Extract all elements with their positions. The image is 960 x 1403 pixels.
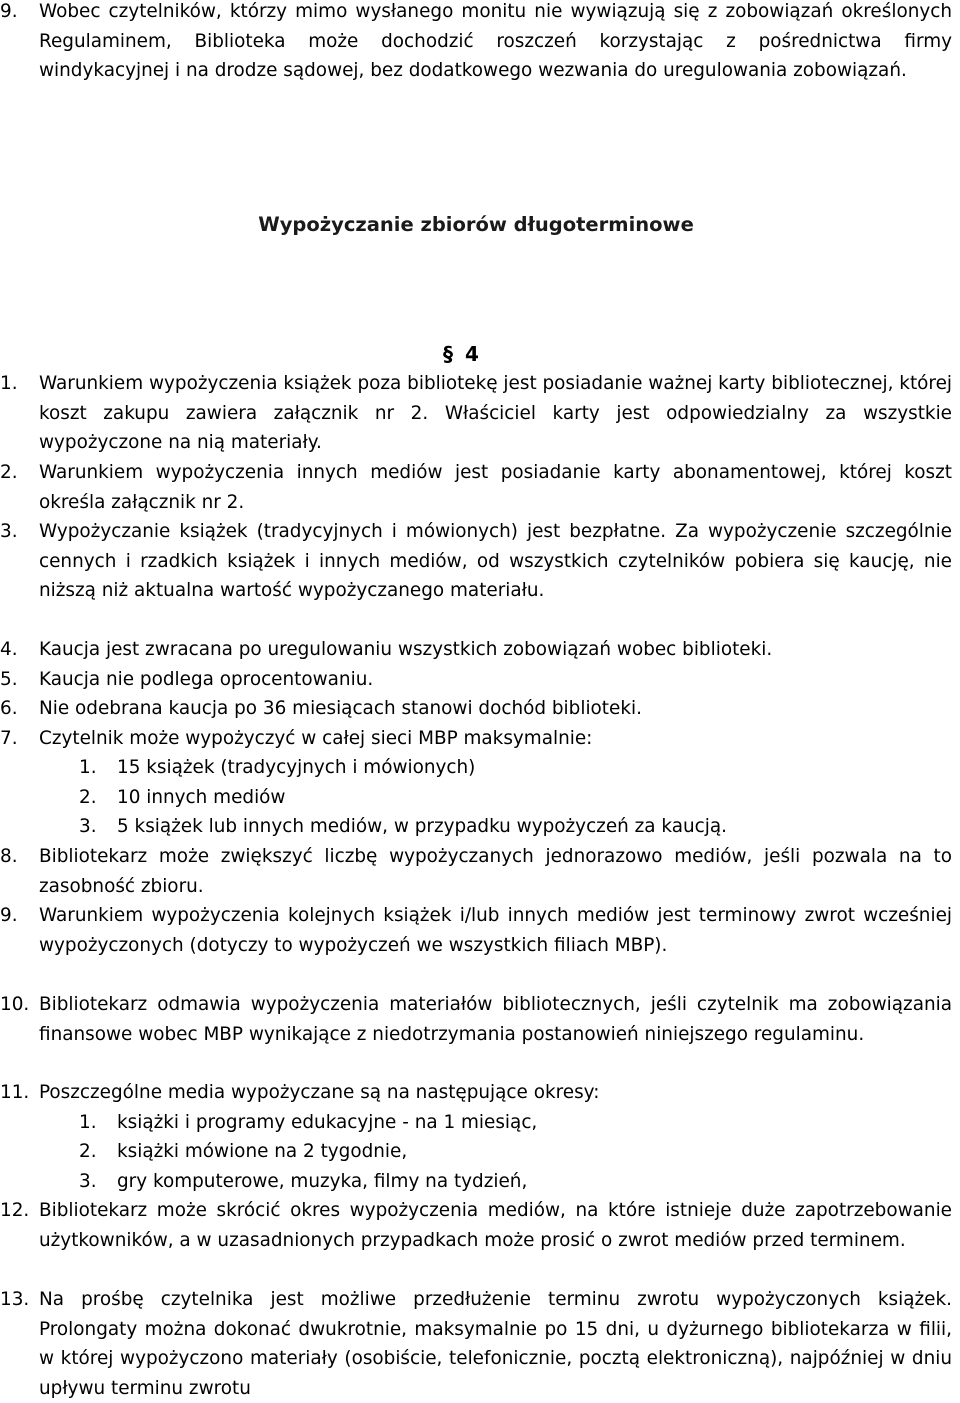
list-item-number: 9.: [0, 905, 18, 926]
list-item-number: 1.: [0, 373, 18, 394]
list-item: [0, 901, 952, 960]
list-item-number: 3.: [0, 521, 18, 542]
list-item-text: Poszczególne media wypożyczane są na następujące okresy:: [39, 1082, 600, 1103]
list-item-text: Warunkiem wypożyczenia innych mediów jest posiadanie karty abonamentowej, której koszt określa załącznik nr 2.: [39, 462, 952, 513]
list-item-text: Wobec czytelników, którzy mimo wysłanego monitu nie wywiązują się z zobowiązań określonych Regulaminem, Biblioteka może dochodzić roszczeń korzystając z pośrednictwa firmy windykacyjnej i na drodze sądowej, bez dodatkowego wezwania do uregulowania zobowiązań.: [39, 1, 952, 82]
paragraph-symbol: §: [443, 342, 453, 366]
sub-list-item: [79, 812, 879, 842]
sub-list-item-text: 15 książek (tradycyjnych i mówionych): [117, 757, 476, 778]
list-item: [0, 0, 952, 86]
sub-list-item-text: 10 innych mediów: [117, 787, 286, 808]
sub-list-item: [79, 753, 879, 783]
list-item: [0, 458, 952, 517]
list-item: [0, 1078, 952, 1108]
sub-list-item: [79, 783, 879, 813]
sub-list-item: [79, 1137, 879, 1167]
list-item-text: Warunkiem wypożyczenia kolejnych książek i/lub innych mediów jest terminowy zwrot wcześniej wypożyczonych (dotyczy to wypożyczeń we wszystkich filiach MBP).: [39, 905, 952, 956]
list-item: [0, 517, 952, 606]
list-item: [0, 990, 952, 1049]
list-item-text: Kaucja jest zwracana po uregulowaniu wszystkich zobowiązań wobec biblioteki.: [39, 639, 773, 660]
sub-list-item-text: książki i programy edukacyjne - na 1 miesiąc,: [117, 1112, 538, 1133]
list-item: [0, 1285, 952, 1403]
list-item-text: Warunkiem wypożyczenia książek poza bibliotekę jest posiadanie ważnej karty bibliotecznej, której koszt zakupu zawiera załącznik nr 2. Właściciel karty jest odpowiedzialny za wszystkie wypożyczone na nią materiały.: [39, 373, 952, 454]
list-item-number: 11.: [0, 1082, 30, 1103]
list-item-number: 10.: [0, 994, 30, 1015]
list-item: [0, 1196, 952, 1255]
list-item: [0, 724, 952, 754]
sub-list-item-number: 1.: [79, 757, 97, 778]
list-item: [0, 842, 952, 901]
list-item-text: Na prośbę czytelnika jest możliwe przedłużenie terminu zwrotu wypożyczonych książek. Prolongaty można dokonać dwukrotnie, maksymalnie po 15 dni, u dyżurnego bibliotekarza w filii, w której wypożyczono materiały (osobiście, telefonicznie, pocztą elektroniczną), najpóźniej w dniu upływu terminu zwrotu: [39, 1289, 952, 1399]
list-item-number: 13.: [0, 1289, 30, 1310]
list-item-text: Bibliotekarz odmawia wypożyczenia materiałów bibliotecznych, jeśli czytelnik ma zobowiązania finansowe wobec MBP wynikające z niedotrzymania postanowień niniejszego regulaminu.: [39, 994, 952, 1045]
list-item: [0, 665, 952, 695]
sub-list-item: [79, 1167, 879, 1197]
list-item-number: 2.: [0, 462, 18, 483]
list-item-text: Czytelnik może wypożyczyć w całej sieci MBP maksymalnie:: [39, 728, 593, 749]
section-title: Wypożyczanie zbiorów długoterminowe: [258, 213, 694, 236]
sub-list-item-text: książki mówione na 2 tygodnie,: [117, 1141, 408, 1162]
list-item-number: 8.: [0, 846, 18, 867]
list-item-number: 12.: [0, 1200, 30, 1221]
list-item: [0, 369, 952, 458]
list-item-number: 5.: [0, 669, 18, 690]
list-item-text: Kaucja nie podlega oprocentowaniu.: [39, 669, 374, 690]
sub-list-item-number: 2.: [79, 787, 97, 808]
sub-list-item-number: 3.: [79, 816, 97, 837]
list-item-number: 9.: [0, 1, 18, 22]
list-item-number: 7.: [0, 728, 18, 749]
sub-list-item-number: 3.: [79, 1171, 97, 1192]
sub-list-item-number: 2.: [79, 1141, 97, 1162]
list-item-text: Bibliotekarz może skrócić okres wypożyczenia mediów, na które istnieje duże zapotrzebowanie użytkowników, a w uzasadnionych przypadkach może prosić o zwrot mediów przed terminem.: [39, 1200, 952, 1251]
sub-list-item-text: gry komputerowe, muzyka, filmy na tydzień,: [117, 1171, 528, 1192]
sub-list-item: [79, 1108, 879, 1138]
sub-list-item-text: 5 książek lub innych mediów, w przypadku wypożyczeń za kaucją.: [117, 816, 728, 837]
list-item-text: Wypożyczanie książek (tradycyjnych i mówionych) jest bezpłatne. Za wypożyczenie szczególnie cennych i rzadkich książek i innych mediów, od wszystkich czytelników pobiera się kaucję, nie niższą niż aktualna wartość wypożyczanego materiału.: [39, 521, 952, 602]
sub-list-item-number: 1.: [79, 1112, 97, 1133]
list-item-number: 6.: [0, 698, 18, 719]
paragraph-mark: [443, 340, 479, 370]
list-item-text: Nie odebrana kaucja po 36 miesiącach stanowi dochód biblioteki.: [39, 698, 642, 719]
list-item-text: Bibliotekarz może zwiększyć liczbę wypożyczanych jednorazowo mediów, jeśli pozwala na to zasobność zbioru.: [39, 846, 952, 897]
list-item: [0, 694, 952, 724]
list-item-number: 4.: [0, 639, 18, 660]
paragraph-number: 4: [465, 342, 479, 366]
list-item: [0, 635, 952, 665]
